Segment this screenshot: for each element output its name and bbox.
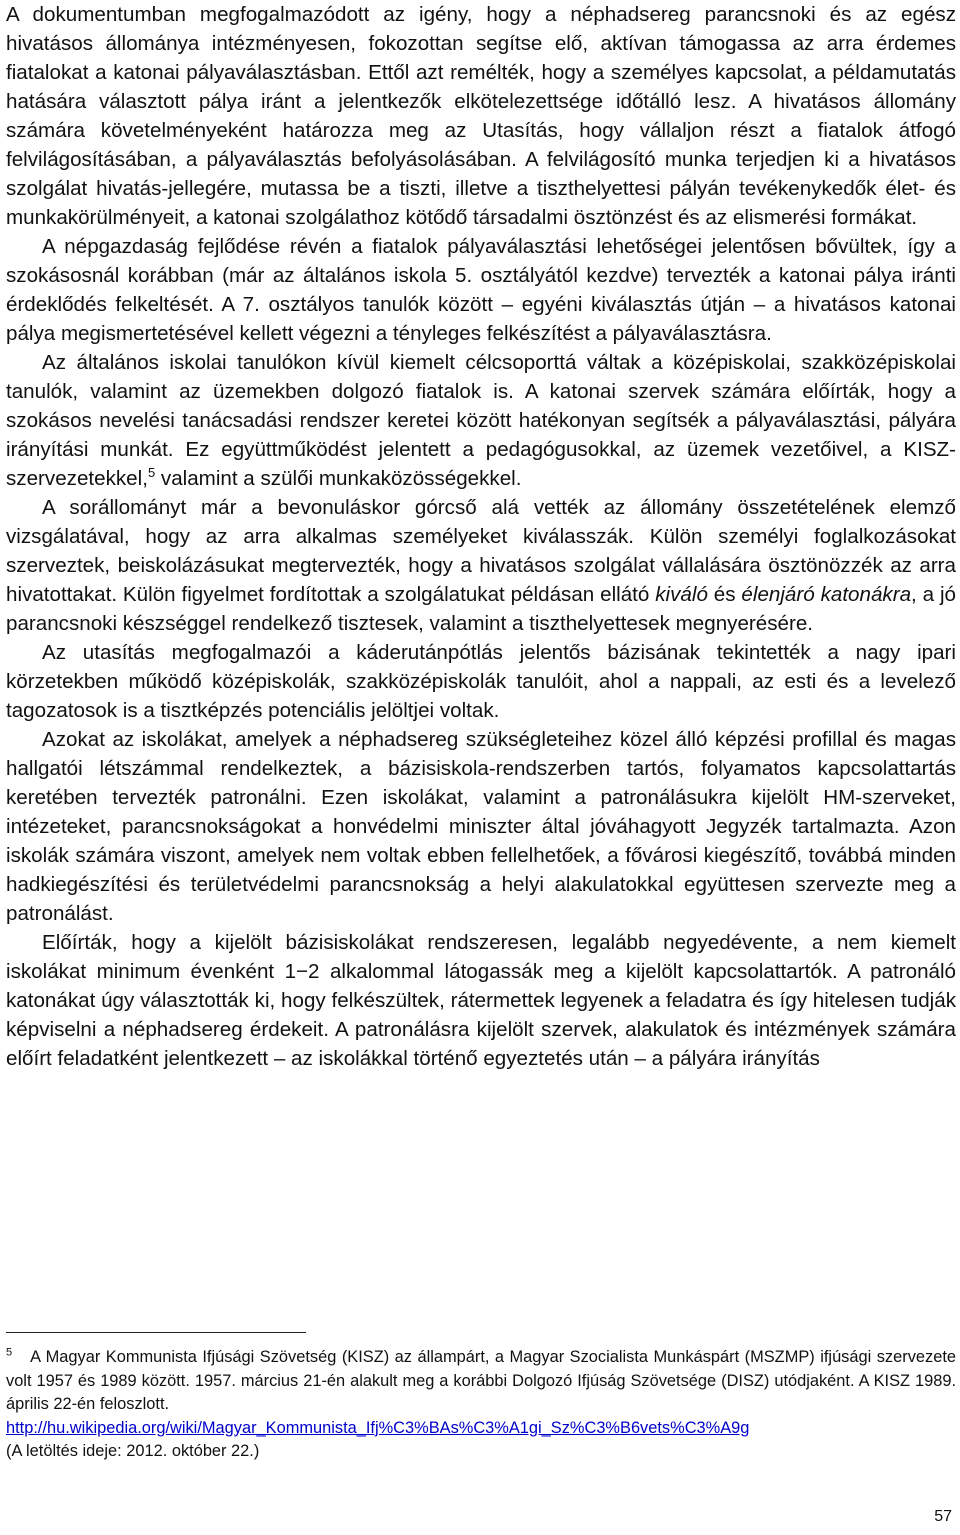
footnote-marker: 5 (6, 1346, 13, 1359)
paragraph-4-text: A sorállományt már a bevonuláskor górcső alá vették az állomány összetételének elemző vizsgálatával, hogy az arra alkalmas személyeket kiválasszák. Külön személyi foglalkozásokat szerveztek, beiskolázásukat megtervezték, hogy a hivatásos szolgálat vállalására ösztönözzék az arra hivatottakat. Külön figyelmet fordítottak a szolgálatukat példásan ellátó (6, 496, 956, 606)
paragraph-4 (6, 493, 956, 638)
paragraph-3-text: Az általános iskolai tanulókon kívül kiemelt célcsoporttá váltak a középiskolai, szakközépiskolai tanulók, valamint az üzemekben dolgozó fiatalok is. A katonai szervek számára előírták, hogy a szokásos nevelési tanácsadási rendszer keretei között hatékonyan segítsék a pályaválasztási, pályára irányítási munkát. Ez együttműködést jelentett a pedagógusokkal, az üzemek vezetőivel, a KISZ-szervezetekkel, (6, 351, 956, 490)
footnote-access-date: (A letöltés ideje: 2012. október 22.) (6, 1442, 260, 1460)
footnote-divider (6, 1332, 306, 1333)
paragraph-1: A dokumentumban megfogalmazódott az igény, hogy a néphadsereg parancsnoki és az egész hivatásos állománya intézményesen, fokozottan segítse elő, aktívan támogassa az arra érdemes fiatalokat a katonai pályaválasztásban. Ettől azt remélték, hogy a személyes kapcsolat, a példamutatás hatására választott pálya iránt a jelentkezők elkötelezettsége időtálló lesz. A hivatásos állomány számára követelményeként határozza meg az Utasítás, hogy vállaljon részt a fiatalok átfogó felvilágosításában, a pályaválasztás befolyásolásában. A felvilágosító munka terjedjen ki a hivatásos szolgálat hivatás-jellegére, mutassa be a tiszti, illetve a tiszthelyettesi pályán tevékenykedők élet- és munkakörülményeit, a katonai szolgálathoz kötődő társadalmi ösztönzést és az elismerési formákat. (6, 3, 956, 229)
footnote (6, 1346, 956, 1464)
body-text (6, 0, 956, 1073)
paragraph-2: A népgazdaság fejlődése révén a fiatalok pályaválasztási lehetőségei jelentősen bővültek, így a szokásosnál korábban (már az általános iskola 5. osztályától kezdve) tervezték a katonai pálya iránti érdeklődés felkeltését. A 7. osztályos tanulók között – egyéni kiválasztás útján – a hivatásos katonai pálya megismertetésével kellett végezni a tényleges felkészítést a pályaválasztásra. (6, 235, 956, 345)
paragraph-6: Azokat az iskolákat, amelyek a néphadsereg szükségleteihez közel álló képzési profillal és magas hallgatói létszámmal rendelkeztek, a bázisiskola-rendszerben tartós, folyamatos kapcsolattartás keretében tervezték patronálni. Ezen iskolákat, valamint a patronálásukra kijelölt HM-szerveket, intézeteket, parancsnokságokat a honvédelmi miniszter által jóváhagyott Jegyzék tartalmazta. Azon iskolák számára viszont, amelyek nem voltak ebben fellelhetőek, a fővárosi kiegészítő, továbbá minden hadkiegészítési és területvédelmi parancsnokság a helyi alakulatokkal együttesen szervezte meg a patronálást. (6, 728, 956, 925)
footnote-reference[interactable]: 5 (147, 465, 156, 481)
emphasis-kivalo: kiváló (655, 583, 708, 606)
paragraph-4-tail: , a jó parancsnoki készséggel rendelkező tisztesek, valamint a tiszthelyettesek megnyerésére. (6, 583, 956, 635)
paragraph-5: Az utasítás megfogalmazói a káderutánpótlás jelentős bázisának tekintették a nagy ipari körzetekben működő középiskolák, szakközépiskolák tanulóit, ahol a nappali, az esti és a levelező tagozatosok is a tisztképzés potenciális jelöltjei voltak. (6, 641, 956, 722)
paragraph-4-connector: és (707, 583, 742, 606)
document-page (6, 0, 956, 1525)
footnote-link[interactable]: http://hu.wikipedia.org/wiki/Magyar_Kommunista_Ifj%C3%BAs%C3%A1gi_Sz%C3%B6vets%C3%A9g (6, 1418, 750, 1437)
emphasis-elenjaro: élenjáró katonákra (741, 583, 912, 606)
footnote-body (6, 1346, 956, 1417)
paragraph-3-tail: valamint a szülői munkaközösségekkel. (155, 467, 522, 490)
page-number: 57 (934, 1508, 952, 1525)
footnote-url-line (6, 1417, 956, 1441)
paragraph-7: Előírták, hogy a kijelölt bázisiskolákat rendszeresen, legalább negyedévente, a nem kiemelt iskolákat minimum évenként 1−2 alkalommal látogassák meg a kijelölt kapcsolattartók. A patronáló katonákat úgy választották ki, hogy felkészültek, rátermettek legyenek a feladatra és így hitelesen tudják képviselni a néphadsereg érdekeit. A patronálásra kijelölt szervek, alakulatok és intézmények számára előírt feladatként jelentkezett – az iskolákkal történő egyeztetés után – a pályára irányítás (6, 931, 956, 1070)
footnote-text: A Magyar Kommunista Ifjúsági Szövetség (KISZ) az állampárt, a Magyar Szocialista Munkáspárt (MSZMP) ifjúsági szervezete volt 1957 és 1989 között. 1957. március 21-én alakult meg a korábbi Dolgozó Ifjúság Szövetsége (DISZ) utódjaként. A KISZ 1989. április 22-én feloszlott. (6, 1348, 956, 1413)
paragraph-3 (6, 348, 956, 493)
